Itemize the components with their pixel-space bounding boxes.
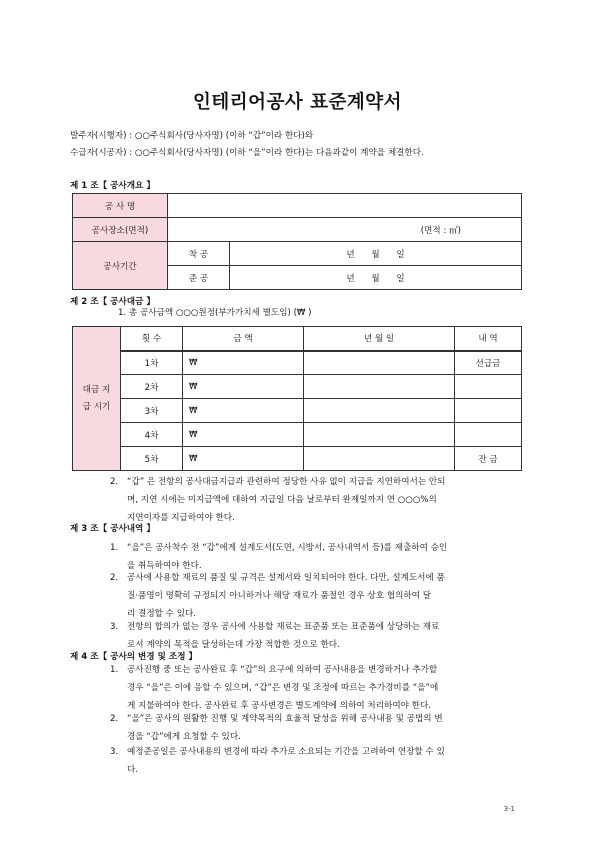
project-site-label: 공사장소(면적): [73, 218, 168, 242]
clause-line: 경을 “갑”에게 요청할 수 있다.: [127, 732, 241, 742]
installment-detail[interactable]: 선급금: [455, 351, 522, 375]
clause-line: 질·품명이 명확히 규정되지 아니하거나 해당 재료가 품절인 경우 상호 협의하여 달: [127, 591, 432, 601]
clause-line: 예정준공일은 공사내용의 변경에 따라 추가로 소요되는 기간을 고려하여 연장할 수 있: [127, 747, 445, 757]
party-owner: 발주자(시행자) : ○○주식회사(당사자명) (이하 “갑”이라 한다)와: [70, 131, 314, 141]
project-overview-table: [72, 193, 522, 290]
installment-number: 4차: [121, 423, 183, 447]
article-1-heading: 제 1 조【 공사개요 】: [70, 181, 155, 191]
payment-schedule-table: [72, 326, 522, 471]
clause-number: 2.: [110, 714, 119, 724]
clause-line: 다.: [127, 765, 139, 775]
header-date: 년 월 일: [304, 327, 455, 351]
installment-detail[interactable]: [455, 399, 522, 423]
installment-date[interactable]: [304, 399, 455, 423]
article-3-heading: 제 3 조【 공사내역 】: [70, 524, 155, 534]
project-period-label: 공사기간: [73, 242, 168, 290]
installment-detail[interactable]: [455, 423, 522, 447]
installment-date[interactable]: [304, 423, 455, 447]
installment-number: 1차: [121, 351, 183, 375]
clause-line: 게 지불하여야 한다. 공사완료 후 공사변경은 별도계약에 의하여 처리하여야 한다.: [127, 701, 432, 711]
clause-number: 2.: [110, 573, 119, 583]
project-name-value[interactable]: [168, 194, 522, 218]
payment-timing-label: 대금 지급 시기: [73, 327, 121, 471]
clause-line: 을 취득하여야 한다.: [127, 561, 202, 571]
installment-amount[interactable]: ₩: [183, 399, 304, 423]
installment-detail[interactable]: 잔 금: [455, 447, 522, 471]
installment-number: 5차: [121, 447, 183, 471]
clause-number: 1.: [110, 665, 119, 675]
installment-date[interactable]: [304, 375, 455, 399]
installment-amount[interactable]: ₩: [183, 351, 304, 375]
end-label: 준 공: [168, 266, 230, 290]
start-label: 착 공: [168, 242, 230, 266]
clause-line: 리 결정할 수 있다.: [127, 609, 197, 619]
project-site-area[interactable]: (면적 : ㎡): [168, 218, 522, 242]
installment-amount[interactable]: ₩: [183, 423, 304, 447]
article-2-heading: 제 2 조【 공사대금 】: [70, 297, 155, 307]
installment-amount[interactable]: ₩: [183, 375, 304, 399]
installment-number: 3차: [121, 399, 183, 423]
clause-line: 전항의 합의가 없는 경우 공사에 사용할 재료는 표준품 또는 표준품에 상당하는 재료: [127, 622, 440, 632]
clause-line: 공사에 사용할 재료의 품질 및 규격은 설계서와 일치되어야 한다. 다만, 설계도서에 품: [127, 573, 445, 583]
installment-amount[interactable]: ₩: [183, 447, 304, 471]
installment-date[interactable]: [304, 351, 455, 375]
clause-number: 2.: [110, 477, 119, 487]
end-date[interactable]: 년 월 일: [230, 266, 522, 290]
clause-line: “갑” 은 전항의 공사대금지급과 관련하여 정당한 사유 없이 지급을 지연하여서는 안되: [127, 477, 446, 487]
clause-line: 로서 계약의 목적을 달성하는데 가장 적합한 것으로 한다.: [127, 640, 340, 650]
page-number: 3-1: [503, 805, 515, 813]
clause-number: 1.: [110, 543, 119, 553]
total-amount-line: 1. 총 공사금액 ○○○원정(부가가치세 별도임) (₩ ): [118, 308, 312, 318]
project-name-label: 공 사 명: [73, 194, 168, 218]
clause-line: “을”은 공사의 원활한 진행 및 계약목적의 효율적 달성을 위해 공사내용 및 공법의 변: [127, 714, 443, 724]
installment-date[interactable]: [304, 447, 455, 471]
document-title: 인테리어공사 표준계약서: [192, 92, 403, 113]
header-amount: 금 액: [183, 327, 304, 351]
clause-number: 3.: [110, 747, 119, 757]
clause-line: 며, 지연 시에는 미지급액에 대하여 지급일 다음 날로부터 완제일까지 연 ○○○%의: [127, 495, 437, 505]
header-count: 횟 수: [121, 327, 183, 351]
header-detail: 내 역: [455, 327, 522, 351]
clause-line: 경우 “을”은 이에 응할 수 있으며, “갑”은 변경 및 조정에 따르는 추가경비를 “을”에: [127, 683, 439, 693]
article-4-heading: 제 4 조【 공사의 변경 및 조정 】: [70, 652, 198, 662]
party-contractor: 수급자(시공자) : ○○주식회사(당사자명) (이하 “을”이라 한다)는 다음과같이 계약을 체결한다.: [70, 148, 424, 158]
clause-line: 공사진행 중 또는 공사완료 후 “갑”의 요구에 의하여 공사내용을 변경하거나 추가할: [127, 665, 438, 675]
clause-number: 3.: [110, 622, 119, 632]
start-date[interactable]: 년 월 일: [230, 242, 522, 266]
clause-line: “을”은 공사착수 전 “갑”에게 설계도서(도면, 시방서, 공사내역서 등)를 제출하여 승인: [127, 543, 448, 553]
parties-block: [70, 128, 424, 162]
clause-line: 지연이자를 지급하여야 한다.: [127, 513, 235, 523]
installment-number: 2차: [121, 375, 183, 399]
installment-detail[interactable]: [455, 375, 522, 399]
